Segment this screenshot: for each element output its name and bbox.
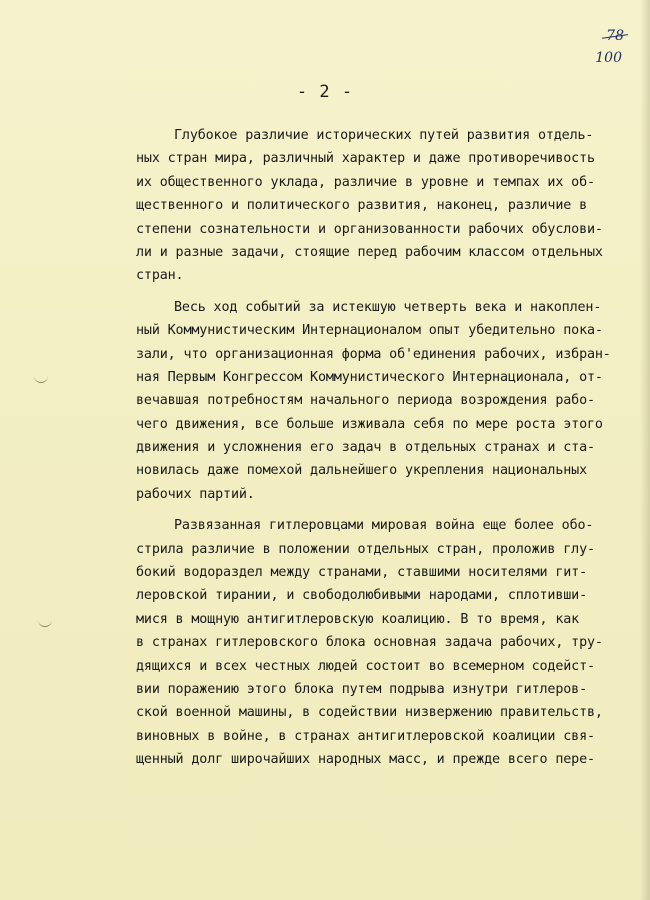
text-line: движения и усложнения его задач в отдельных странах и ста- xyxy=(136,440,595,456)
margin-mark xyxy=(34,376,48,383)
text-line: ный Коммунистическим Интернационалом опыт убедительно пока- xyxy=(136,323,603,339)
text-line: ской военной машины, в содействии низвержению правительств, xyxy=(136,705,603,721)
text-line: ли и разные задачи, стоящие перед рабочим классом отдельных xyxy=(136,244,603,260)
text-line: Весь ход событий за истекшую четверть века и накоплен- xyxy=(174,299,602,315)
text-line: дящихся и всех честных людей состоит во всемерном содейст- xyxy=(136,658,595,674)
text-line: ных стран мира, различный характер и даже противоречивость xyxy=(136,151,595,167)
text-line: щенный долг широчайших народных масс, и прежде всего пере- xyxy=(136,752,595,768)
text-line: рабочих партий. xyxy=(136,486,255,502)
current-folio-number: 100 xyxy=(595,50,622,66)
text-line: ная Первым Конгрессом Коммунистического Интернационала, от- xyxy=(136,369,603,385)
struck-folio-number: 78 xyxy=(606,28,624,44)
text-line: Развязанная гитлеровцами мировая война еще более обо- xyxy=(174,518,594,534)
text-line: леровской тирании, и свободолюбивыми народами, сплотивши- xyxy=(136,588,587,604)
text-line: щественного и политического развития, наконец, различие в xyxy=(136,198,587,214)
text-line: чего движения, все больше изживала себя по мере роста этого xyxy=(136,416,603,432)
text-line: бокий водораздел между странами, ставшими носителями гит- xyxy=(136,565,587,581)
text-line: степени сознательности и организованности рабочих обуслови- xyxy=(136,221,603,237)
text-line: в странах гитлеровского блока основная задача рабочих, тру- xyxy=(136,635,603,651)
page-edge-shadow xyxy=(640,0,650,900)
text-line: мися в мощную антигитлеровскую коалицию. В то время, как xyxy=(136,611,580,627)
text-line: новилась даже помехой дальнейшего укрепления национальных xyxy=(136,463,587,479)
text-line: виновных в войне, в странах антигитлеровской коалиции свя- xyxy=(136,728,595,744)
text-line: Глубокое различие исторических путей развития отдель- xyxy=(174,128,594,143)
text-line: вии поражению этого блока путем подрыва изнутри гитлеров- xyxy=(136,681,587,697)
text-line: стран. xyxy=(136,268,184,284)
archive-folio-mark xyxy=(584,28,628,72)
text-line: вечавшая потребностям начального периода возрождения рабо- xyxy=(136,393,595,409)
page-number: - 2 - xyxy=(296,82,354,102)
body-text xyxy=(136,124,636,772)
text-line: зали, что организационная форма об'единения рабочих, избран- xyxy=(136,346,611,362)
text-line: их общественного уклада, различие в уровне и темпах их об- xyxy=(136,174,595,190)
margin-mark xyxy=(38,620,52,627)
text-line: стрила различие в положении отдельных стран, проложив глу- xyxy=(136,541,595,557)
